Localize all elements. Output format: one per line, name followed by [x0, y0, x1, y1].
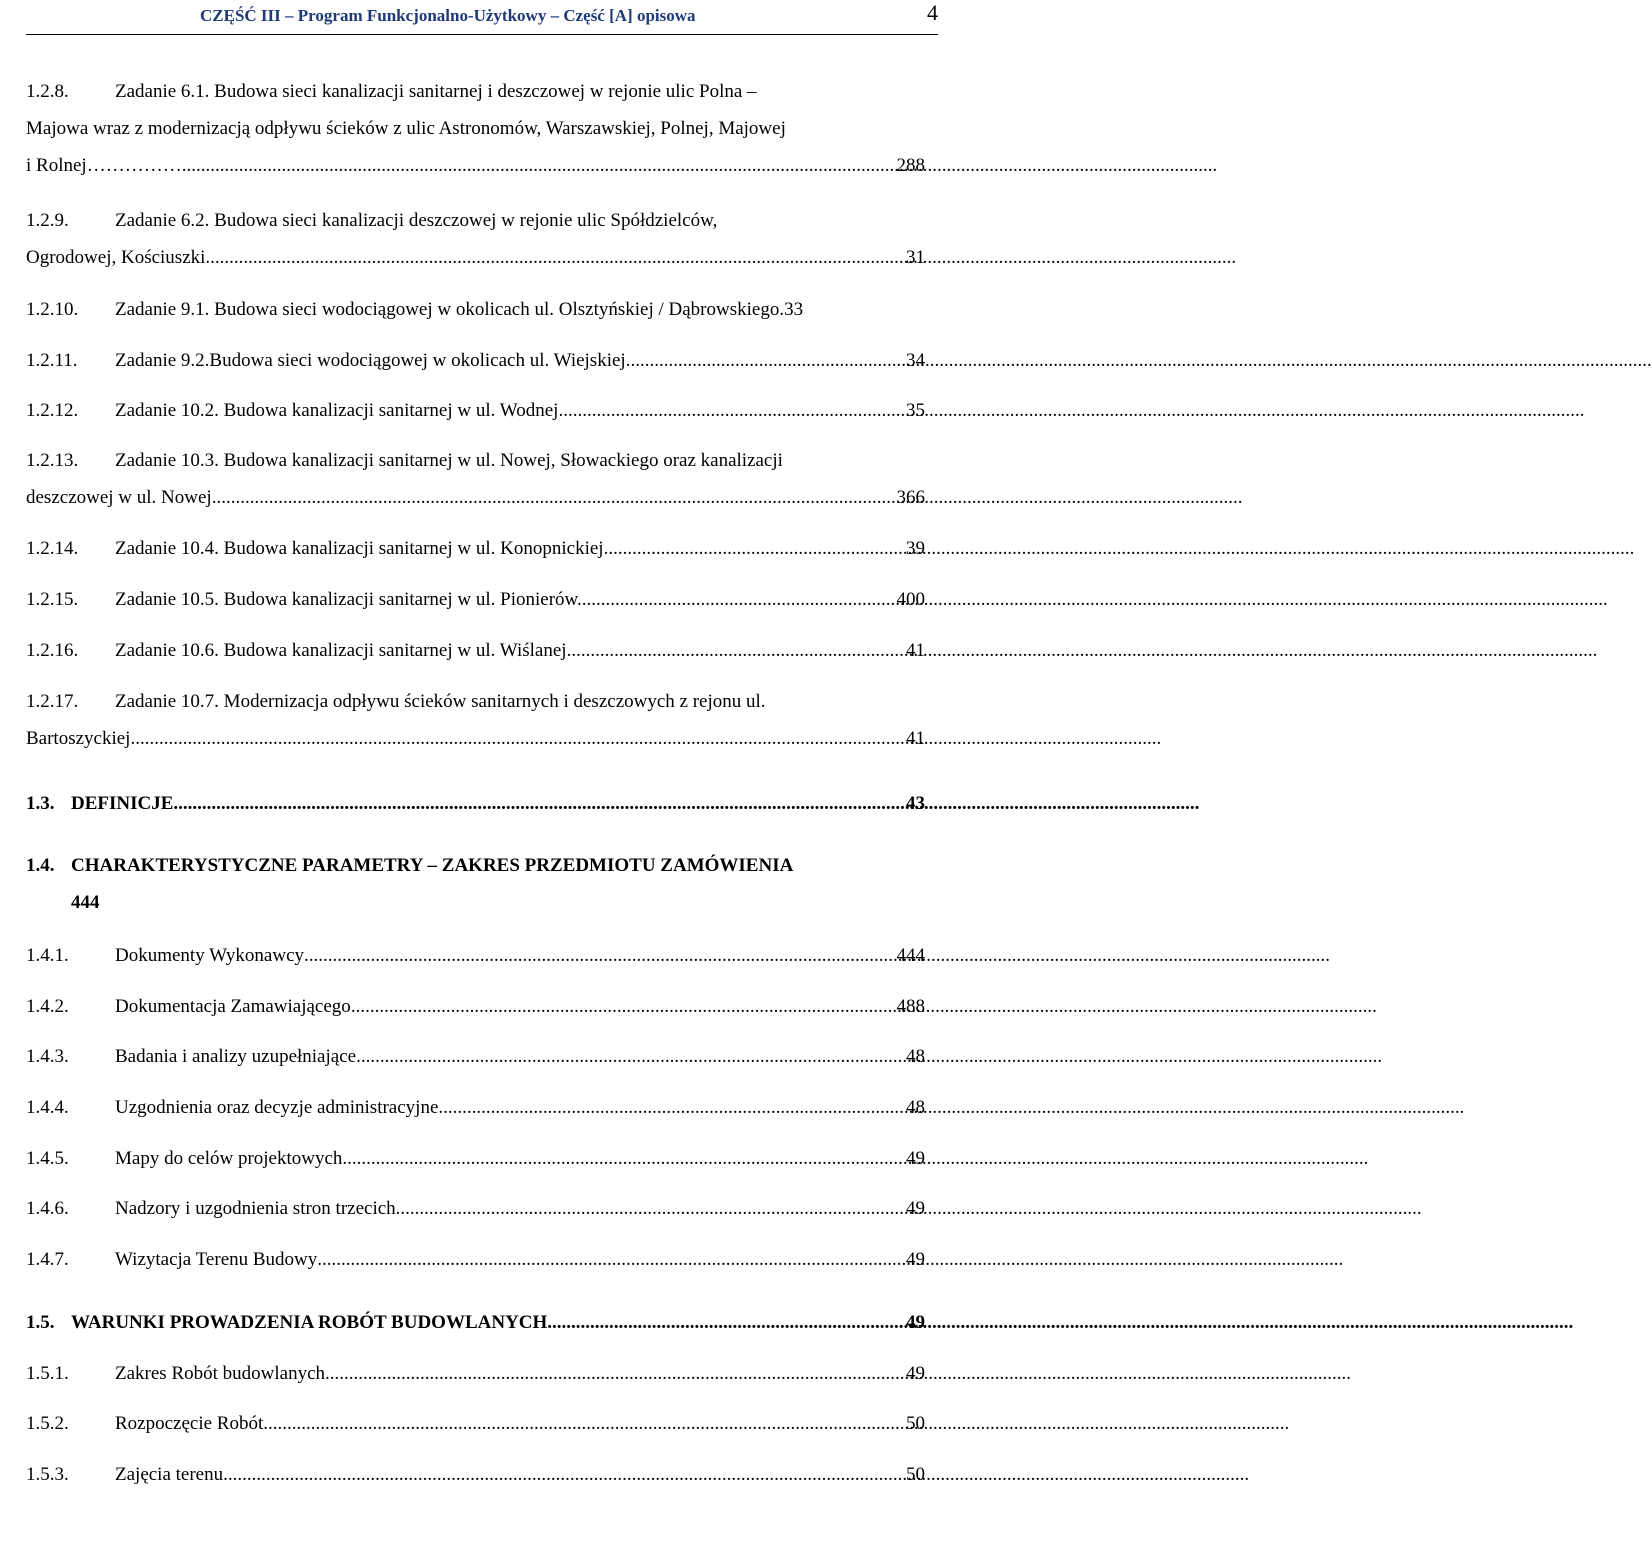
toc-entry-1-2-16[interactable] — [26, 632, 925, 669]
entry-title: Zadanie 9.1. Budowa sieci wodociągowej w okolicach ul. Olsztyńskiej / Dąbrowskiego. — [115, 299, 785, 320]
dot-leader — [173, 785, 903, 822]
toc-entry-1-2-10[interactable] — [26, 291, 925, 328]
toc-entry-1-4-4[interactable] — [26, 1089, 925, 1126]
entry-number: 1.2.14. — [26, 538, 79, 559]
toc-entry-1-4[interactable] — [26, 847, 925, 924]
entry-number: 1.2.11. — [26, 350, 78, 371]
entry-page: 43 — [906, 793, 925, 814]
toc-entry-1-3[interactable] — [26, 785, 925, 822]
toc-entry-1-5-2[interactable] — [26, 1405, 925, 1442]
entry-title-last-line: i Rolnej…………….. — [26, 155, 192, 176]
dot-leader — [263, 1405, 903, 1442]
entry-page: 288 — [896, 155, 925, 176]
entry-number: 1.5.1. — [26, 1363, 69, 1384]
entry-page: 49 — [906, 1148, 925, 1169]
toc-entry-1-2-12[interactable] — [26, 392, 925, 429]
dot-leader — [608, 530, 903, 567]
entry-page: 34 — [906, 350, 925, 371]
entry-number: 1.2.12. — [26, 400, 79, 421]
dot-leader — [223, 1456, 903, 1493]
toc-entry-1-5[interactable] — [26, 1304, 925, 1341]
toc-entry-1-2-13[interactable] — [26, 442, 925, 516]
entry-title: WARUNKI PROWADZENIA ROBÓT BUDOWLANYCH — [71, 1312, 548, 1333]
page-header — [26, 0, 938, 35]
dot-leader — [396, 1190, 903, 1227]
entry-title: CHARAKTERYSTYCZNE PARAMETRY – ZAKRES PRZEDMIOTU ZAMÓWIENIA — [71, 855, 794, 876]
entry-page: 366 — [896, 487, 925, 508]
entry-number: 1.2.10. — [26, 299, 79, 320]
entry-title-last-line: deszczowej w ul. Nowej. — [26, 487, 217, 508]
entry-title: Zakres Robót budowlanych — [115, 1363, 326, 1384]
entry-title-line-1: Zadanie 6.2. Budowa sieci kanalizacji deszczowej w rejonie ulic Spółdzielców, — [115, 210, 718, 231]
entry-number: 1.4.2. — [26, 996, 69, 1017]
toc-entry-1-2-17[interactable] — [26, 683, 925, 757]
dot-leader — [304, 937, 894, 974]
entry-title: Wizytacja Terenu Budowy — [115, 1249, 318, 1270]
entry-title-line-2: Majowa wraz z modernizacją odpływu ścieków z ulic Astronomów, Warszawskiej, Polnej, Majowej — [26, 118, 786, 139]
entry-page: 31 — [906, 247, 925, 268]
toc-entry-1-4-7[interactable] — [26, 1241, 925, 1278]
dot-leader — [356, 1038, 903, 1075]
entry-title: Zadanie 10.4. Budowa kanalizacji sanitarnej w ul. Konopnickiej. — [115, 538, 609, 559]
entry-title: Zadanie 10.6. Budowa kanalizacji sanitarnej w ul. Wiślanej. — [115, 640, 572, 661]
document-title: CZĘŚĆ III – Program Funkcjonalno-Użytkowy – Część [A] opisowa — [200, 6, 696, 25]
entry-page: 400 — [896, 589, 925, 610]
toc-entry-1-4-3[interactable] — [26, 1038, 925, 1075]
dot-leader — [317, 1241, 903, 1278]
entry-page: 49 — [906, 1363, 925, 1384]
entry-title-last-line: Ogrodowej, Kościuszki. — [26, 247, 211, 268]
entry-number: 1.4. — [26, 855, 55, 876]
entry-title: Uzgodnienia oraz decyzje administracyjne — [115, 1097, 439, 1118]
entry-number: 1.4.7. — [26, 1249, 69, 1270]
entry-title: Dokumentacja Zamawiającego — [115, 996, 351, 1017]
toc-entry-1-5-3[interactable] — [26, 1456, 925, 1493]
dot-leader — [191, 147, 893, 184]
toc-entry-1-2-14[interactable] — [26, 530, 925, 567]
entry-number: 1.2.9. — [26, 210, 69, 231]
entry-page: 41 — [906, 640, 925, 661]
dot-leader — [438, 1089, 903, 1126]
entry-title: Zajęcia terenu — [115, 1464, 224, 1485]
entry-title: DEFINICJE — [71, 793, 174, 814]
toc-entry-1-2-8[interactable] — [26, 73, 925, 184]
entry-title: Mapy do celów projektowych — [115, 1148, 343, 1169]
entry-number: 1.2.15. — [26, 589, 79, 610]
entry-number: 1.4.1. — [26, 945, 69, 966]
entry-title: Dokumenty Wykonawcy — [115, 945, 304, 966]
entry-page: 49 — [906, 1249, 925, 1270]
entry-page: 48 — [906, 1046, 925, 1067]
entry-page: 35 — [906, 400, 925, 421]
entry-page: 444 — [71, 892, 100, 913]
entry-number: 1.2.16. — [26, 640, 79, 661]
entry-page: 39 — [906, 538, 925, 559]
dot-leader — [582, 581, 894, 618]
page-number: 4 — [927, 0, 938, 25]
entry-number: 1.2.13. — [26, 450, 79, 471]
entry-number: 1.2.17. — [26, 691, 79, 712]
entry-number: 1.5. — [26, 1312, 55, 1333]
entry-title-line-1: Zadanie 6.1. Budowa sieci kanalizacji sanitarnej i deszczowej w rejonie ulic Polna – — [115, 81, 757, 102]
dot-leader — [216, 479, 893, 516]
dot-leader — [558, 392, 903, 429]
entry-number: 1.5.2. — [26, 1413, 69, 1434]
entry-title: Rozpoczęcie Robót — [115, 1413, 264, 1434]
entry-title: Zadanie 10.2. Budowa kanalizacji sanitarnej w ul. Wodnej — [115, 400, 559, 421]
entry-page: 488 — [896, 996, 925, 1017]
toc-entry-1-2-15[interactable] — [26, 581, 925, 618]
dot-leader — [547, 1304, 903, 1341]
entry-number: 1.2.8. — [26, 81, 69, 102]
entry-number: 1.4.4. — [26, 1097, 69, 1118]
entry-number: 1.4.6. — [26, 1198, 69, 1219]
toc-entry-1-5-1[interactable] — [26, 1355, 925, 1392]
entry-title: Nadzory i uzgodnienia stron trzecich — [115, 1198, 396, 1219]
dot-leader — [135, 720, 903, 757]
dot-leader — [342, 1140, 903, 1177]
dot-leader — [571, 632, 903, 669]
toc-entry-1-4-1[interactable] — [26, 937, 925, 974]
dot-leader — [325, 1355, 903, 1392]
entry-title-line-1: Zadanie 10.3. Budowa kanalizacji sanitarnej w ul. Nowej, Słowackiego oraz kanalizacji — [115, 450, 783, 471]
entry-page: 48 — [906, 1097, 925, 1118]
entry-title-last-line: Bartoszyckiej. — [26, 728, 136, 749]
entry-page: 50 — [906, 1464, 925, 1485]
entry-number: 1.3. — [26, 793, 55, 814]
entry-page: 49 — [906, 1312, 925, 1333]
toc-entry-1-2-9[interactable] — [26, 202, 925, 276]
entry-page: 49 — [906, 1198, 925, 1219]
entry-page: 33 — [784, 299, 804, 320]
entry-number: 1.5.3. — [26, 1464, 69, 1485]
entry-title: Badania i analizy uzupełniające — [115, 1046, 357, 1067]
toc-entry-1-4-2[interactable] — [26, 988, 925, 1025]
dot-leader — [210, 239, 903, 276]
dot-leader — [626, 342, 903, 379]
entry-page: 41 — [906, 728, 925, 749]
entry-title-line-1: Zadanie 10.7. Modernizacja odpływu ścieków sanitarnych i deszczowych z rejonu ul. — [115, 691, 766, 712]
entry-page: 50 — [906, 1413, 925, 1434]
entry-number: 1.4.5. — [26, 1148, 69, 1169]
toc-entry-1-4-5[interactable] — [26, 1140, 925, 1177]
toc-entry-1-4-6[interactable] — [26, 1190, 925, 1227]
entry-title: Zadanie 9.2.Budowa sieci wodociągowej w okolicach ul. Wiejskiej — [115, 350, 626, 371]
dot-leader — [351, 988, 894, 1025]
entry-page: 444 — [896, 945, 925, 966]
entry-title: Zadanie 10.5. Budowa kanalizacji sanitarnej w ul. Pionierów. — [115, 589, 582, 610]
toc-entry-1-2-11[interactable] — [26, 342, 925, 379]
entry-number: 1.4.3. — [26, 1046, 69, 1067]
